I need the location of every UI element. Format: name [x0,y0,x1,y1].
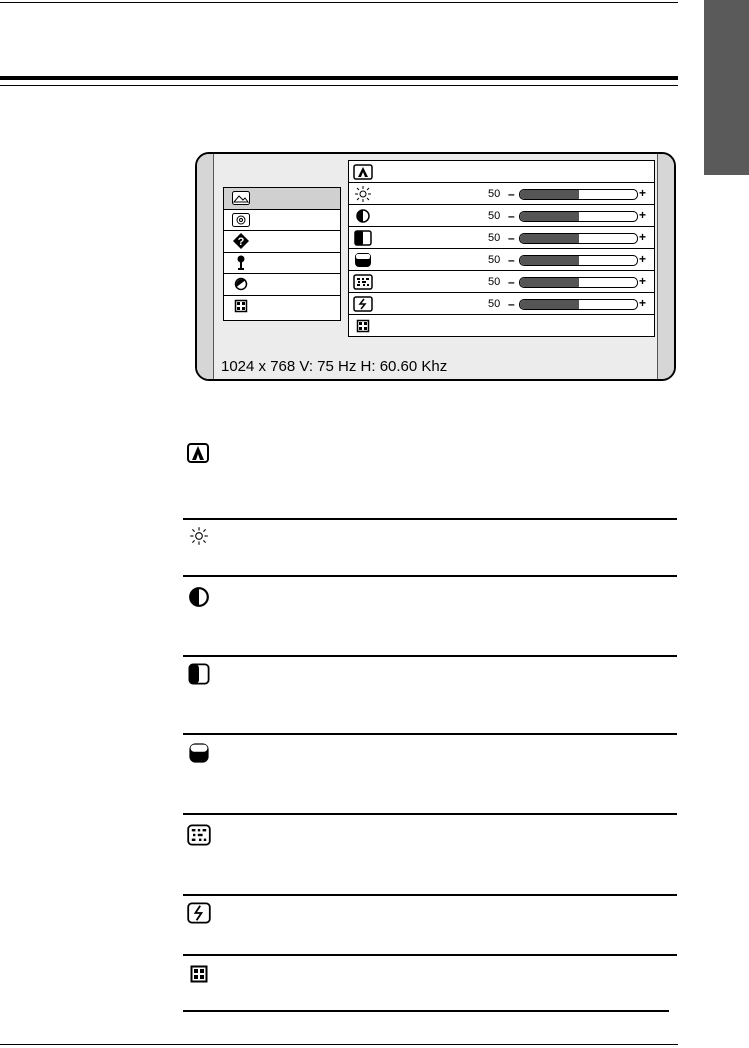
legend-divider-4 [183,733,677,735]
legend-divider-7 [183,954,677,956]
color-icon [232,213,250,227]
auto-adjust-icon [353,164,373,180]
info-icon [232,233,250,249]
footer-rule [0,1044,678,1045]
legend-phase-icon [187,824,211,846]
brightness-slider[interactable] [519,189,638,200]
hposition-minus[interactable]: – [508,231,515,245]
menu-item-saturation[interactable] [224,274,340,296]
legend-divider-6 [183,894,677,896]
menu-item-exit[interactable] [224,296,340,318]
chapter-tab [704,0,749,175]
clock-value: 50 [488,297,501,310]
exit-icon [353,318,373,334]
phase-icon [353,274,373,290]
legend-divider-2 [183,575,677,577]
header-thick-rule [0,76,678,80]
contrast-value: 50 [488,209,501,222]
submenu-row-brightness[interactable] [349,183,654,205]
clock-plus[interactable]: + [639,296,647,310]
svg-text:?: ? [237,236,245,249]
menu-item-tool[interactable] [224,253,340,275]
contrast-minus[interactable]: – [508,209,515,223]
h-position-icon [353,230,373,246]
legend-auto-adjust-icon [187,443,209,463]
phase-minus[interactable]: – [508,275,515,289]
vposition-slider[interactable] [519,255,638,266]
phase-plus[interactable]: + [639,274,647,288]
submenu-row-vposition[interactable] [349,249,654,271]
legend-contrast-icon [188,586,210,608]
submenu-row-contrast[interactable] [349,205,654,227]
menu-item-color[interactable] [224,210,340,232]
hposition-plus[interactable]: + [639,230,647,244]
legend-divider-5 [183,813,677,815]
contrast-plus[interactable]: + [639,208,647,222]
legend-divider-3 [183,655,677,657]
legend-exit-icon [190,965,208,983]
picture-icon [232,191,250,205]
header-top-rule [0,2,678,3]
osd-menu [195,152,676,381]
clock-slider[interactable] [519,299,638,310]
contrast-slider[interactable] [519,211,638,222]
v-position-icon [353,252,373,268]
osd-right-bezel [657,154,674,379]
submenu-row-exit[interactable] [349,315,654,337]
submenu-row-hposition[interactable] [349,227,654,249]
clock-icon [353,296,373,312]
header-thin-rule [0,85,678,86]
osd-left-bezel [197,154,214,379]
hposition-value: 50 [488,231,501,244]
hposition-slider[interactable] [519,233,638,244]
resolution-status: 1024 x 768 V: 75 Hz H: 60.60 Khz [221,358,448,375]
brightness-icon [353,186,373,202]
legend-divider-8 [183,1010,669,1012]
vposition-minus[interactable]: – [508,253,515,267]
submenu-row-clock[interactable] [349,293,654,315]
brightness-value: 50 [488,187,501,200]
legend-v-position-icon [187,742,211,764]
menu-item-info[interactable] [224,231,340,253]
submenu-row-phase[interactable] [349,271,654,293]
submenu-row-auto[interactable] [349,161,654,183]
legend-clock-icon [187,902,211,924]
legend-brightness-icon [188,525,210,547]
osd-sub-menu [348,160,655,337]
osd-main-menu [223,187,341,321]
vposition-value: 50 [488,253,501,266]
brightness-minus[interactable]: – [508,187,515,201]
contrast-icon [353,208,373,224]
clock-minus[interactable]: – [508,297,515,311]
brightness-plus[interactable]: + [639,186,647,200]
half-circle-icon [232,277,250,291]
menu-item-picture[interactable] [224,188,340,210]
tool-icon [232,255,250,271]
phase-slider[interactable] [519,277,638,288]
vposition-plus[interactable]: + [639,252,647,266]
legend-divider-1 [183,518,677,520]
grid-icon [232,299,250,313]
phase-value: 50 [488,275,501,288]
legend-h-position-icon [187,663,211,685]
